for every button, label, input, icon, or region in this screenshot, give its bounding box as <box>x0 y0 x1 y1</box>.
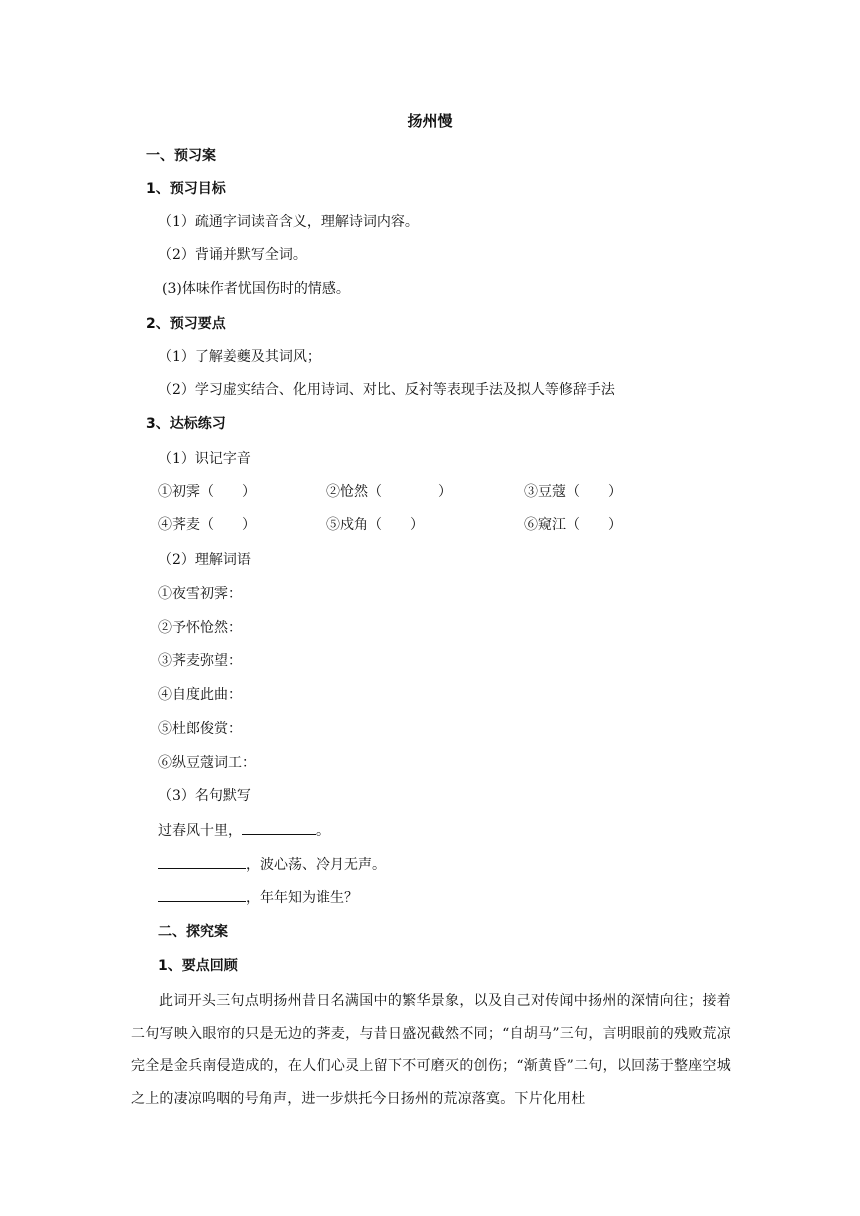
dictation-line-3-after: ，年年知为谁生？ <box>246 890 358 906</box>
dictation-line-1-after: 。 <box>316 823 330 839</box>
dictation-blank-1[interactable] <box>242 820 316 835</box>
point-item-2: （2）学习虚实结合、化用诗词、对比、反衬等表现手法及拟人等修辞手法 <box>158 382 615 398</box>
word-item-3: ③荠麦弥望： <box>158 653 242 669</box>
point-item-1: （1）了解姜夔及其词风； <box>158 349 321 365</box>
dictation-line-1-before: 过春风十里， <box>158 823 242 839</box>
dictation-blank-2[interactable] <box>158 854 246 869</box>
section-heading-explore: 二、探究案 <box>158 924 228 940</box>
pronunciation-item-5: ⑤戍角（ ） <box>326 517 424 533</box>
dictation-line-2 <box>158 854 386 875</box>
words-label: （2）理解词语 <box>158 552 251 568</box>
pronunciation-item-3: ③豆蔻（ ） <box>524 484 622 500</box>
word-item-4: ④自度此曲： <box>158 687 242 703</box>
pronunciation-item-4: ④荠麦（ ） <box>158 517 256 533</box>
word-item-6: ⑥纵豆蔻词工： <box>158 755 256 771</box>
pronunciation-item-1: ①初霁（ ） <box>158 484 256 500</box>
word-item-1: ①夜雪初霁： <box>158 586 242 602</box>
pronunciation-item-2: ②怆然（ ） <box>326 484 452 500</box>
pronunciation-label: （1）识记字音 <box>158 451 251 467</box>
subheading-practice: 3、达标练习 <box>146 416 226 432</box>
pronunciation-item-6: ⑥窥江（ ） <box>524 517 622 533</box>
goal-item-3: (3)体味作者忧国伤时的情感。 <box>162 281 350 297</box>
goal-item-1: （1）疏通字词读音含义，理解诗词内容。 <box>158 214 419 230</box>
section-heading-preview: 一、预习案 <box>146 148 216 164</box>
document-title: 扬州慢 <box>407 112 453 130</box>
word-item-5: ⑤杜郎俊赏： <box>158 721 242 737</box>
subheading-points: 2、预习要点 <box>146 316 226 332</box>
subheading-review: 1、要点回顾 <box>158 958 238 974</box>
goal-item-2: （2）背诵并默写全词。 <box>158 247 307 263</box>
dictation-line-2-after: ，波心荡、冷月无声。 <box>246 857 386 873</box>
review-paragraph: 此词开头三句点明扬州昔日名满国中的繁华景象，以及自己对传闻中扬州的深情向往；接着二句写映入眼帘的只是无边的荠麦，与昔日盛况截然不同；“自胡马”三句，言明眼前的残败荒凉完全是金兵南侵造成的，在人们心灵上留下不可磨灭的创伤；“渐黄昏”二句，以回荡于整座空城之上的凄凉呜咽的号角声，进一步烘托今日扬州的荒凉落寞。下片化用杜 <box>131 993 731 1107</box>
dictation-label: （3）名句默写 <box>158 788 251 804</box>
dictation-line-1 <box>158 820 330 841</box>
subheading-goals: 1、预习目标 <box>146 181 226 197</box>
dictation-line-3 <box>158 887 358 908</box>
dictation-blank-3[interactable] <box>158 887 246 902</box>
word-item-2: ②予怀怆然： <box>158 620 242 636</box>
